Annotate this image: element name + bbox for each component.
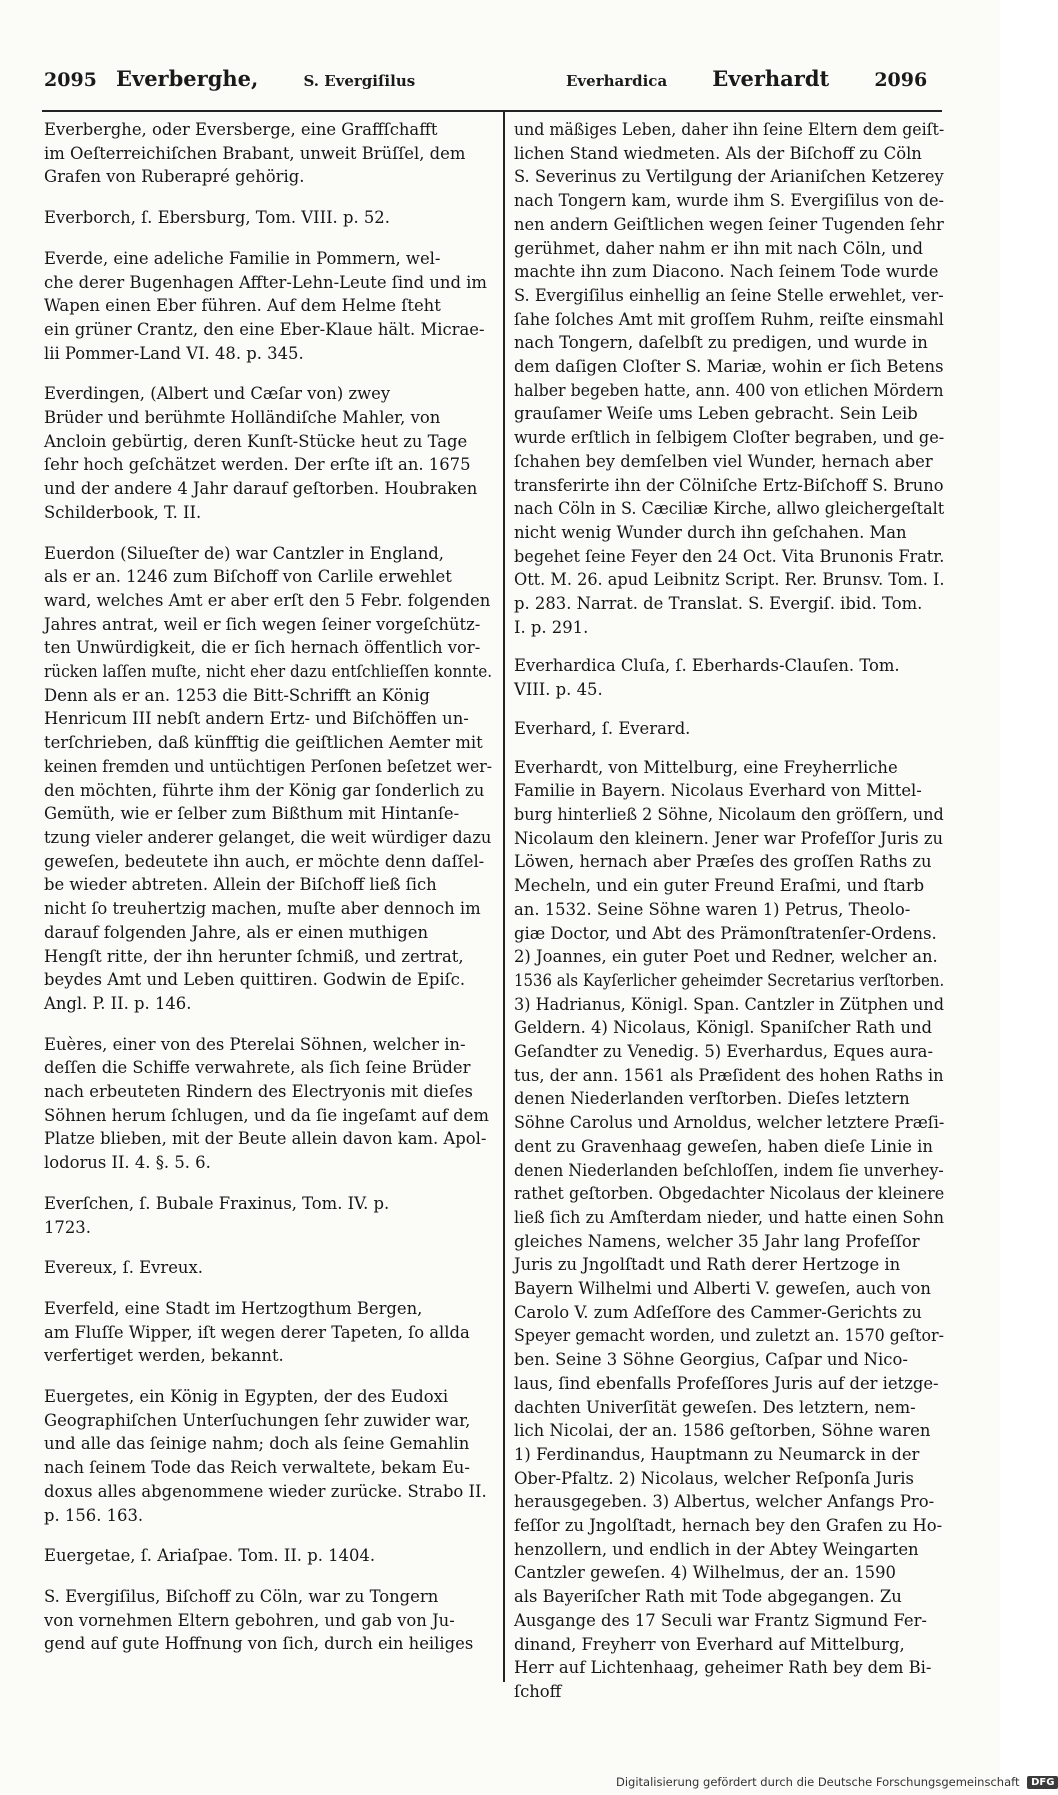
text-line: Everhard, ſ. Everard. [514,718,691,738]
text-line: Söhne Carolus und Arnoldus, welcher letztere Præſi- [514,1113,945,1133]
text-line: Platze blieben, mit der Beute allein davon kam. Apol- [44,1129,487,1149]
text-line: Euergetes, ein König in Egypten, der des Eudoxi [44,1387,449,1407]
right-entry [514,654,944,701]
text-line: 2) Joannes, ein guter Poet und Redner, welcher an. [514,947,938,967]
text-line: denen Niederlanden verſtorben. Dieſes letztern [514,1089,910,1109]
text-line: Juris zu Jngolſtadt und Rath derer Hertzoge in [514,1255,901,1275]
text-line: Euerdon (Silueſter de) war Cantzler in England, [44,543,444,563]
text-line: ben. Seine 3 Söhne Georgius, Caſpar und Nico- [514,1350,908,1370]
text-line: Ott. M. 26. apud Leibnitz Script. Rer. Brunsv. Tom. I. [514,570,945,590]
text-line: darauf folgenden Jahre, als er einen muthigen [44,922,429,942]
text-line: nicht ſo treuhertzig machen, muſte aber dennoch im [44,899,481,919]
text-line: 1536 als Kayſerlicher geheimder Secretarius verſtorben. [514,970,945,990]
text-line: herausgegeben. 3) Albertus, welcher Anfangs Pro- [514,1492,935,1512]
text-line: ſchoff [514,1682,562,1701]
text-line: Löwen, hernach aber Præſes des groſſen Raths zu [514,852,932,872]
left-entry [44,1585,492,1656]
text-line: Gemüth, wie er ſelber zum Bißthum mit Hintanſe- [44,804,460,824]
text-line: Nicolaum den kleinern. Jener war Profeſſor Juris zu [514,828,944,848]
text-line: che derer Bugenhagen Affter-Lehn-Leute ſind und im [44,272,487,292]
text-line: keinen fremden und untüchtigen Perſonen beſetzet wer- [44,756,493,776]
text-line: nen andern Geiſtlichen wegen ſeiner Tugenden ſehr [514,214,944,234]
text-line: Euergetae, ſ. Ariaſpae. Tom. II. p. 1404. [44,1546,376,1566]
text-line: S. Severinus zu Vertilgung der Arianiſchen Ketzerey [514,167,944,187]
text-line: lodorus II. 4. §. 5. 6. [44,1153,211,1173]
text-line: 3) Hadrianus, Königl. Span. Cantzler in Zütphen und [514,994,944,1014]
text-line: Hengſt ritte, der ihn herunter ſchmiß, und zertrat, [44,946,464,966]
text-line: Everfeld, eine Stadt im Hertzogthum Bergen, [44,1298,423,1318]
text-line: dent zu Gravenhaag geweſen, haben dieſe Linie in [514,1136,933,1156]
text-line: Wapen einen Eber führen. Auf dem Helme ſteht [44,296,441,316]
text-line: p. 283. Narrat. de Translat. S. Evergiſ. ibid. Tom. [514,594,923,614]
text-line: Bayern Wilhelmi und Alberti V. geweſen, auch von [514,1279,931,1299]
text-line: tus, der ann. 1561 als Præſident des hohen Raths in [514,1065,944,1085]
text-line: und alle das ſeinige nahm; doch als ſeine Gemahlin [44,1434,470,1454]
left-entry [44,206,492,230]
text-line: Ausgange des 17 Seculi war Frantz Sigmund Fer- [514,1610,927,1630]
left-entry [44,1033,492,1175]
text-line: 1723. [44,1217,91,1237]
text-line: giæ Doctor, und Abt des Prämonſtratenſer-Ordens. [514,923,937,943]
text-line: begehet ſeine Feyer den 24 Oct. Vita Brunonis Fratr. [514,546,945,566]
text-line: tzung vieler anderer gelanget, die weit würdiger dazu [44,827,492,847]
text-line: dem daſigen Cloſter S. Mariæ, wohin er ſich Betens [514,357,944,377]
text-line: be wieder abtreten. Allein der Biſchoff ließ ſich [44,875,437,895]
text-line: S. Evergiſilus, Biſchoff zu Cöln, war zu Tongern [44,1586,439,1606]
right-entry [514,118,944,639]
text-line: Carolo V. zum Adſeſſore des Cammer-Gerichts zu [514,1302,922,1322]
text-line: machte ihn zum Diacono. Nach ſeinem Tode wurde [514,262,939,282]
text-line: Geſandter zu Venedig. 5) Everhardus, Eques aura- [514,1042,933,1062]
text-line: verfertiget werden, bekannt. [44,1346,284,1366]
page-number-left: 2095 [44,69,97,91]
text-line: laus, ſind ebenfalls Profeſſores Juris auf der ietzge- [514,1373,939,1393]
text-line: henzollern, und endlich in der Abtey Weingarten [514,1539,919,1559]
text-line: und der andere 4 Jahr darauf geſtorben. Houbraken [44,479,478,499]
text-line: nach erbeuteten Rindern des Electryonis mit dieſes [44,1082,473,1102]
text-line: I. p. 291. [514,617,589,637]
text-line: Everberghe, oder Eversberge, eine Graffſchafft [44,120,438,139]
catchword-middle: S. Evergiſilus [303,72,416,90]
text-line: Everde, eine adeliche Familie in Pommern, wel- [44,248,441,268]
page-number-right: 2096 [874,69,928,91]
left-entry [44,1385,492,1527]
text-line: lich Nicolai, der an. 1586 geſtorben, Söhne waren [514,1421,931,1441]
text-line: lii Pommer-Land VI. 48. p. 345. [44,343,304,363]
text-line: gerühmet, daher nahm er ihn mit nach Cöln, und [514,238,923,258]
text-line: Evereux, ſ. Evreux. [44,1258,203,1278]
text-line: geweſen, bedeutete ihn auch, er möchte denn daſſel- [44,851,485,871]
dfg-logo: DFG [1027,1776,1058,1789]
text-line: Euères, einer von des Pterelai Söhnen, welcher in- [44,1034,466,1054]
text-line: 1) Ferdinandus, Hauptmann zu Neumarck in der [514,1444,920,1464]
text-line: ein grüner Crantz, den eine Eber-Klaue hält. Micrae- [44,319,485,339]
text-line: VIII. p. 45. [514,680,603,700]
text-line: Everhardt, von Mittelburg, eine Freyherrliche [514,757,898,777]
text-line: ſahe ſolches Amt mit groſſem Ruhm, reiſte einsmahl [514,309,944,329]
text-line: nach Cöln in S. Cæciliæ Kirche, allwo gleichergeſtalt [514,499,945,519]
text-line: Jahres antrat, weil er ſich wegen ſeiner vorgeſchütz- [44,614,481,634]
text-line: von vornehmen Eltern gebohren, und gab von Ju- [44,1610,455,1630]
text-line: Geographiſchen Unterſuchungen ſehr zuwider war, [44,1410,471,1430]
text-line: Everdingen, (Albert und Cæſar von) zwey [44,384,391,404]
text-line: feſſor zu Jngolſtadt, hernach bey den Grafen zu Ho- [514,1516,943,1536]
text-line: dachten Univerſität geweſen. Des letztern, nem- [514,1397,916,1417]
text-line: deſſen die Schiffe verwahrete, als ſich ſeine Brüder [44,1058,471,1078]
left-entry [44,542,492,1016]
text-line: am Fluſſe Wipper, iſt wegen derer Tapeten, ſo allda [44,1322,470,1342]
text-line: doxus alles abgenommene wieder zurücke. Strabo II. [44,1481,487,1501]
text-line: ten Unwürdigkeit, die er ſich hernach öffentlich vor- [44,638,481,658]
text-line: nicht wenig Wunder durch ihn geſchahen. Man [514,522,907,542]
text-line: Angl. P. II. p. 146. [44,993,192,1013]
text-line: Speyer gemacht worden, und zuletzt an. 1570 geſtor- [514,1326,944,1346]
text-line: nach Tongern, daſelbſt zu predigen, und wurde in [514,333,928,353]
text-line: Söhnen herum ſchlugen, und da ſie ingeſamt auf dem [44,1105,489,1125]
text-line: dinand, Freyherr von Everhard auf Mittelburg, [514,1634,905,1654]
running-head-left [44,66,415,100]
text-line: grauſamer Weiſe ums Leben gebracht. Sein Leib [514,404,918,424]
left-column [44,118,492,1673]
credit-text: Digitalisierung gefördert durch die Deutsche Forschungsgemeinschaft [616,1775,1020,1789]
text-line: ſchahen bey demſelben viel Wunder, hernach aber [514,451,933,471]
text-line: Everhardica Cluſa, ſ. Eberhards-Clauſen. Tom. [514,656,900,676]
text-line: gend auf gute Hoffnung von ſich, durch ein heiliges [44,1634,474,1654]
text-line: den möchten, führte ihm der König gar ſonderlich zu [44,780,485,800]
text-line: halber begeben hatte, ann. 400 von etlichen Mördern [514,380,944,400]
text-line: beydes Amt und Leben quittiren. Godwin de Epiſc. [44,970,466,990]
text-line: denen Niederlanden beſchloſſen, indem ſie unverhey- [514,1160,944,1180]
text-line: Everborch, ſ. Ebersburg, Tom. VIII. p. 52. [44,208,390,228]
text-line: Cantzler geweſen. 4) Wilhelmus, der an. 1590 [514,1563,896,1583]
text-line: Ancloin gebürtig, deren Kunſt-Stücke heut zu Tage [44,431,468,451]
text-line: als er an. 1246 zum Biſchoff von Carlile erwehlet [44,567,452,587]
text-line: ließ ſich zu Amſterdam nieder, und hatte einen Sohn [514,1207,945,1227]
text-line: Herr auf Lichtenhaag, geheimer Rath bey dem Bi- [514,1658,932,1678]
text-line: Henricum III nebſt andern Ertz- und Biſchöffen un- [44,709,469,729]
text-line: terſchrieben, daß künfftig die geiſtlichen Aemter mit [44,733,483,753]
text-line: S. Evergiſilus einhellig an ſeine Stelle erwehlet, ver- [514,285,944,305]
text-line: Ober-Pfaltz. 2) Nicolaus, welcher Reſponſa Juris [514,1468,914,1488]
right-entry [514,717,944,741]
text-line: nach Tongern kam, wurde ihm S. Evergiſilus von de- [514,191,945,211]
right-entry [514,756,944,1704]
digitization-credit [616,1775,1058,1789]
text-line: Brüder und berühmte Holländiſche Mahler, von [44,408,441,428]
left-entry [44,1256,492,1280]
column-divider [503,112,505,1682]
text-line: burg hinterließ 2 Söhne, Nicolaum den gröſſern, und [514,804,944,824]
catchword-right: Everhardt [712,66,830,91]
left-entry [44,1192,492,1239]
text-line: im Oeſterreichiſchen Brabant, unweit Brüſſel, dem [44,143,466,163]
text-line: und mäßiges Leben, daher ihn ſeine Eltern dem geiſt- [514,120,945,139]
left-entry [44,247,492,366]
text-line: rücken laſſen muſte, nicht eher dazu entſchlieſſen konnte. [44,662,493,682]
text-line: an. 1532. Seine Söhne waren 1) Petrus, Theolo- [514,899,911,919]
text-line: Mecheln, und ein guter Freund Eraſmi, und ſtarb [514,876,925,896]
catchword-right-small: Everhardica [566,72,668,90]
text-line: als Bayeriſcher Rath mit Tode abgegangen. Zu [514,1587,902,1607]
text-line: lichen Stand wiedmeten. Als der Biſchoff zu Cöln [514,143,922,163]
catchword-left: Everberghe, [115,66,259,91]
running-head-right [566,66,927,100]
header-rule [42,110,942,112]
text-line: Denn als er an. 1253 die Bitt-Schrifft an König [44,685,430,705]
text-line: transferirte ihn der Cölniſche Ertz-Biſchoff S. Bruno [514,475,944,495]
text-line: Geldern. 4) Nicolaus, Königl. Spaniſcher Rath und [514,1018,933,1038]
text-line: Schilderbook, T. II. [44,502,202,522]
text-line: nach ſeinem Tode das Reich verwaltete, bekam Eu- [44,1458,470,1478]
left-entry [44,1544,492,1568]
text-line: Familie in Bayern. Nicolaus Everhard von Mittel- [514,781,922,801]
left-entry [44,382,492,524]
text-line: ſehr hoch geſchätzet werden. Der erſte iſt an. 1675 [44,455,471,475]
text-line: rathet geſtorben. Obgedachter Nicolaus der kleinere [514,1184,945,1204]
left-entry [44,118,492,189]
text-line: ward, welches Amt er aber erſt den 5 Febr. folgenden [44,590,491,610]
text-line: Everſchen, ſ. Bubale Fraxinus, Tom. IV. p. [44,1193,390,1213]
text-line: Grafen von Ruberapré gehörig. [44,167,305,187]
right-column [514,118,944,1719]
text-line: p. 156. 163. [44,1505,144,1525]
text-line: gleiches Namens, welcher 35 Jahr lang Profeſſor [514,1231,920,1251]
text-line: wurde erſtlich in ſelbigem Cloſter begraben, und ge- [514,428,945,448]
left-entry [44,1297,492,1368]
